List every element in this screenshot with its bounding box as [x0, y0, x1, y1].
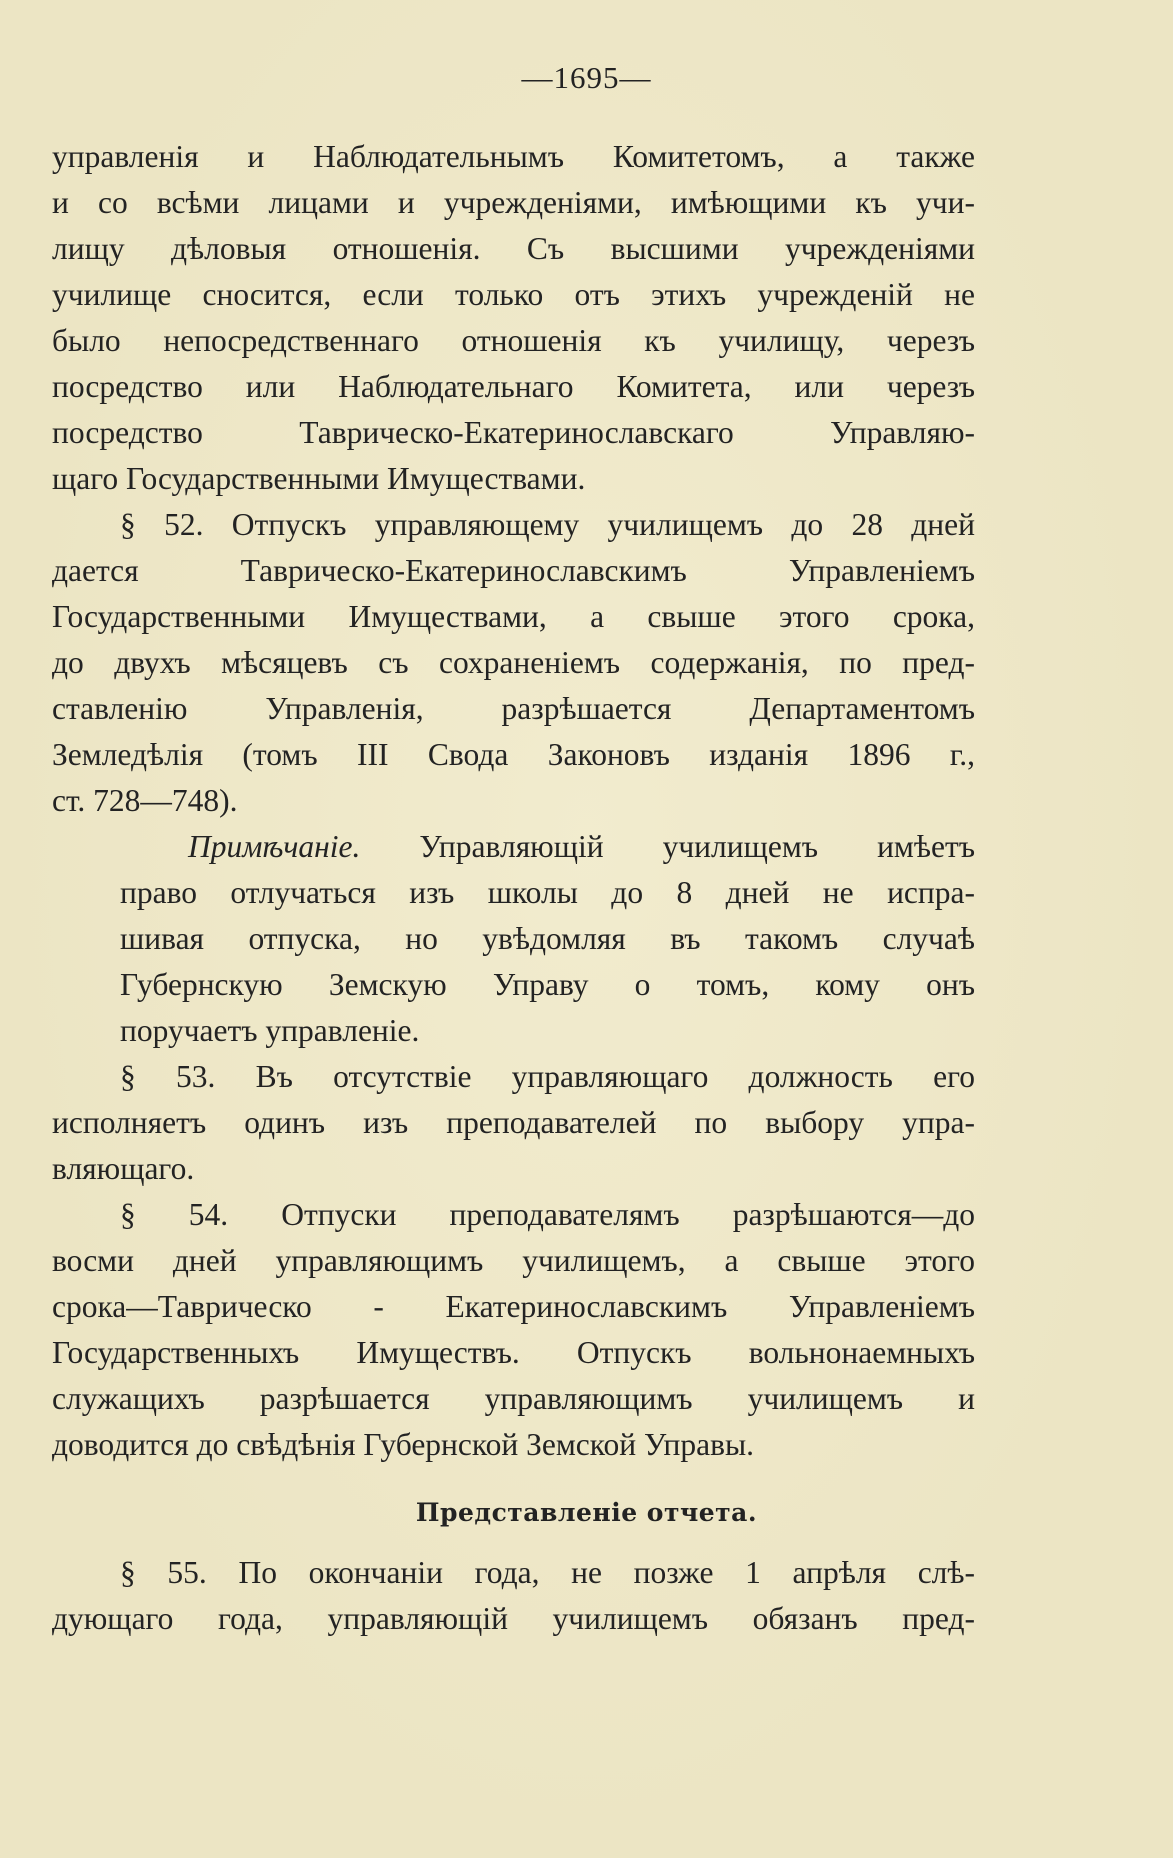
text-line: Государственными Имуществами, а свыше этого срока, — [52, 599, 975, 634]
note-line: Губернскую Земскую Управу о томъ, кому онъ — [120, 967, 975, 1002]
paragraph-54-first-line: § 54. Отпуски преподавателямъ разрѣшаются—до — [120, 1197, 975, 1232]
text-line: училище сносится, если только отъ этихъ учрежденій не — [52, 277, 975, 312]
text-line: до двухъ мѣсяцевъ съ сохраненіемъ содержанія, по пред- — [52, 645, 975, 680]
text-line: служащихъ разрѣшается управляющимъ училищемъ и — [52, 1381, 975, 1416]
text-line: исполняетъ одинъ изъ преподавателей по выбору упра- — [52, 1105, 975, 1140]
paragraph-55-first-line: § 55. По окончаніи года, не позже 1 апрѣля слѣ- — [120, 1555, 975, 1590]
section-heading: Представленіе отчета. — [415, 1498, 758, 1527]
text-line: доводится до свѣдѣнія Губернской Земской Управы. — [52, 1427, 754, 1462]
note-text: Управляющій училищемъ имѣетъ — [419, 829, 976, 864]
paragraph-53-first-line: § 53. Въ отсутствіе управляющаго должность его — [120, 1059, 975, 1094]
note-first-line — [188, 828, 975, 866]
text-line: срока—Таврическо - Екатеринославскимъ Управленіемъ — [52, 1289, 975, 1324]
text-line: Государственныхъ Имуществъ. Отпускъ вольнонаемныхъ — [52, 1335, 975, 1370]
text-line: было непосредственнаго отношенія къ училищу, черезъ — [52, 323, 975, 358]
text-line: дующаго года, управляющій училищемъ обязанъ пред- — [52, 1601, 975, 1636]
text-line: восми дней управляющимъ училищемъ, а свыше этого — [52, 1243, 975, 1278]
text-line: посредство Таврическо-Екатеринославскаго Управляю- — [52, 415, 975, 450]
text-line: и со всѣми лицами и учрежденіями, имѣющими къ учи- — [52, 185, 975, 220]
paragraph-52-first-line: § 52. Отпускъ управляющему училищемъ до 28 дней — [120, 507, 975, 542]
text-line: дается Таврическо-Екатеринославскимъ Управленіемъ — [52, 553, 975, 588]
text-line: ставленію Управленія, разрѣшается Департаментомъ — [52, 691, 975, 726]
note-line: шивая отпуска, но увѣдомляя въ такомъ случаѣ — [120, 921, 975, 956]
note-line: право отлучаться изъ школы до 8 дней не испра- — [120, 875, 975, 910]
text-line: щаго Государственными Имуществами. — [52, 461, 586, 496]
text-line: управленія и Наблюдательнымъ Комитетомъ, а также — [52, 139, 975, 174]
page-number: —1695— — [521, 60, 652, 95]
text-line: вляющаго. — [52, 1151, 195, 1186]
text-line: Земледѣлія (томъ III Свода Законовъ изданія 1896 г., — [52, 737, 975, 772]
text-line: лищу дѣловыя отношенія. Съ высшими учрежденіями — [52, 231, 975, 266]
note-label: Примѣчаніе. — [188, 829, 361, 864]
text-line: ст. 728—748). — [52, 783, 238, 818]
text-line: посредство или Наблюдательнаго Комитета, или черезъ — [52, 369, 975, 404]
note-line: поручаетъ управленіе. — [120, 1013, 420, 1048]
